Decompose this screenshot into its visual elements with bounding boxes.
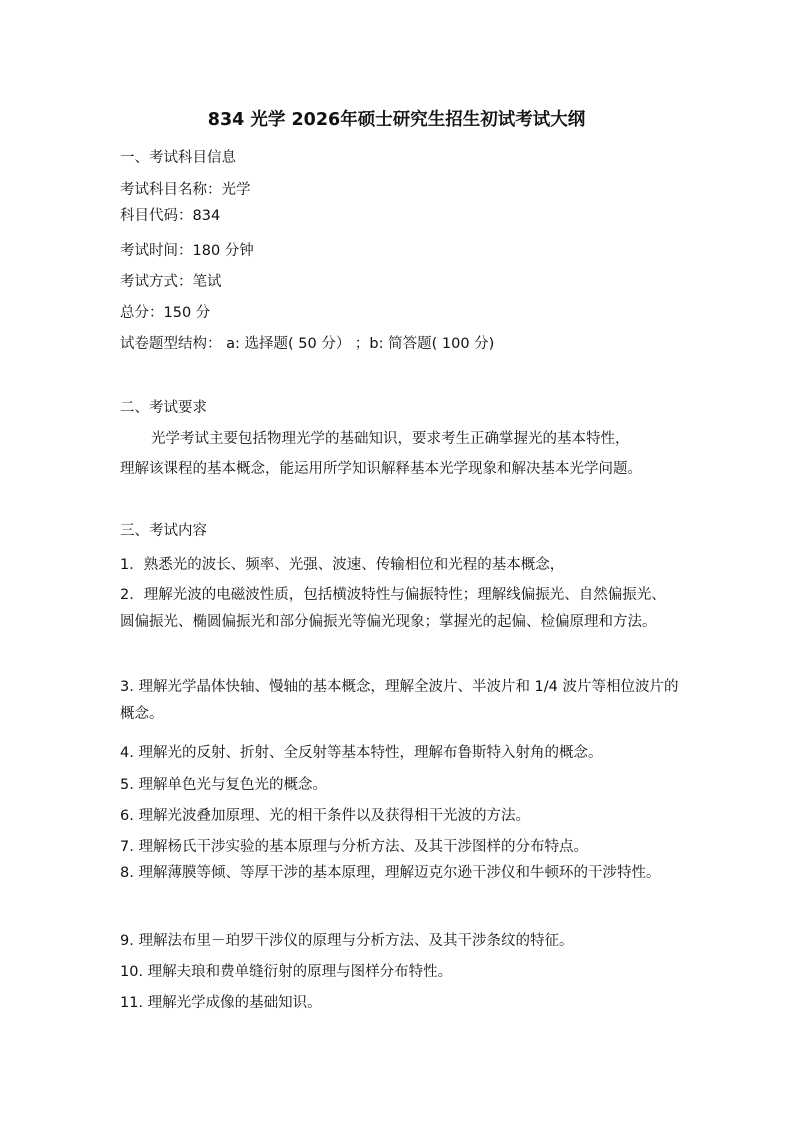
- section2-heading: 二、考试要求: [120, 400, 207, 416]
- list-item: 4. 理解光的反射、折射、全反射等基本特性，理解布鲁斯特入射角的概念。: [120, 745, 603, 761]
- list-item: 10. 理解夫琅和费单缝衍射的原理与图样分布特性。: [120, 964, 453, 980]
- section3-heading: 三、考试内容: [120, 523, 207, 539]
- list-item: 2．理解光波的电磁波性质，包括横波特性与偏振特性；理解线偏振光、自然偏振光、圆偏振光、椭圆偏振光和部分偏振光等偏光现象；掌握光的起偏、检偏原理和方法。: [120, 587, 666, 630]
- list-item: 8. 理解薄膜等倾、等厚干涉的基本原理，理解迈克尔逊干涉仪和牛顿环的干涉特性。: [120, 865, 661, 881]
- requirements-line-2: 理解该课程的基本概念，能运用所学知识解释基本光学现象和解决基本光学问题。: [120, 461, 642, 477]
- subject-name: 考试科目名称：光学: [120, 182, 251, 198]
- requirements-line-1: 光学考试主要包括物理光学的基础知识，要求考生正确掌握光的基本特性，: [151, 431, 630, 447]
- list-item: 3. 理解光学晶体快轴、慢轴的基本概念，理解全波片、半波片和 1/4 波片等相位波片的概念。: [120, 679, 679, 722]
- list-item: 1．熟悉光的波长、频率、光强、波速、传输相位和光程的基本概念，: [120, 557, 565, 573]
- subject-code: 科目代码：834: [120, 208, 221, 224]
- list-item: 6. 理解光波叠加原理、光的相干条件以及获得相干光波的方法。: [120, 808, 530, 824]
- exam-time: 考试时间：180 分钟: [120, 243, 254, 259]
- exam-mode: 考试方式：笔试: [120, 274, 222, 290]
- section1-heading: 一、考试科目信息: [120, 150, 236, 166]
- paper-structure: 试卷题型结构： a: 选择题( 50 分） ；b: 简答题( 100 分): [120, 336, 495, 352]
- document-title: 834 光学 2026年硕士研究生招生初试考试大纲: [207, 110, 586, 130]
- list-item: 5. 理解单色光与复色光的概念。: [120, 777, 327, 793]
- total-score: 总分：150 分: [120, 305, 211, 321]
- list-item: 7. 理解杨氏干涉实验的基本原理与分析方法、及其干涉图样的分布特点。: [120, 839, 588, 855]
- list-item: 9. 理解法布里－珀罗干涉仪的原理与分析方法、及其干涉条纹的特征。: [120, 933, 574, 949]
- list-item: 11. 理解光学成像的基础知识。: [120, 995, 322, 1011]
